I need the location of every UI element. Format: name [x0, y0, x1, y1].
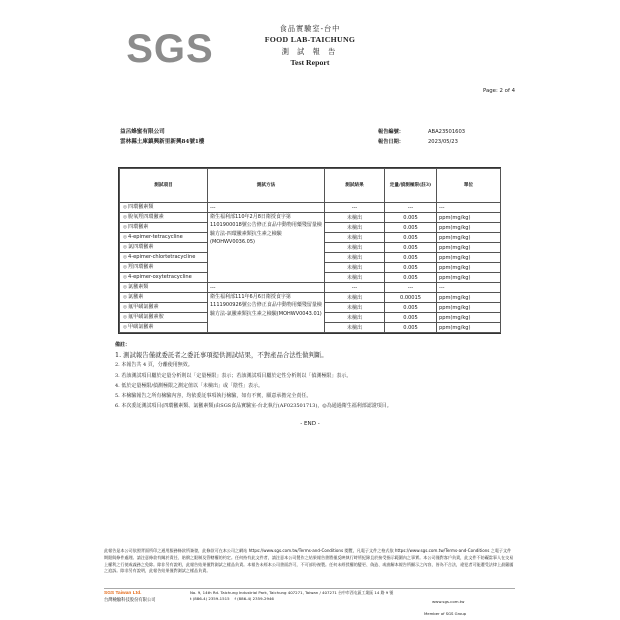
row-item [120, 283, 208, 293]
row-unit: ppm(mg/kg) [437, 293, 501, 303]
table-row [120, 283, 501, 293]
row-item-label: 氯黴素類 [128, 284, 149, 290]
row-limit: 0.005 [385, 243, 437, 253]
table-row [120, 293, 501, 303]
note-4: 4. 低於定量極限/偵測極限之測定值以「未檢出」或「陰性」表示。 [115, 382, 264, 389]
accredited-mark-icon: ◎ [123, 265, 127, 270]
row-result: 未檢出 [325, 313, 385, 323]
notes-section [115, 340, 505, 411]
row-item-label: 氟甲磺氯黴素胺 [128, 314, 164, 320]
results-table [118, 167, 501, 334]
row-result: 未檢出 [325, 263, 385, 273]
row-limit: 0.005 [385, 313, 437, 323]
row-unit: ppm(mg/kg) [437, 253, 501, 263]
client-name: 益呂蜂蜜有限公司 [120, 129, 165, 135]
row-item-label: 四環黴素 [128, 224, 149, 230]
report-date: 2023/05/23 [428, 139, 458, 145]
sgs-logo [122, 24, 218, 72]
accredited-mark-icon: ◎ [123, 205, 127, 210]
row-item-label: 4-epimer-chlortetracycline [128, 254, 196, 260]
row-limit: 0.005 [385, 323, 437, 333]
company-name-en: SGS Taiwan Ltd. [104, 591, 142, 596]
row-item-label: 4-epimer-tetracycline [128, 234, 183, 240]
report-no: ABA23501603 [428, 129, 466, 135]
row-item-label: 氯黴素 [128, 294, 144, 300]
row-limit: 0.005 [385, 263, 437, 273]
row-unit: ppm(mg/kg) [437, 233, 501, 243]
row-item-label: 甲磺氯黴素 [128, 324, 154, 330]
row-result: --- [325, 283, 385, 293]
note-5: 5. 本檢驗報告之所有檢驗內容，均依委託事項執行檢驗，如有不實，願意承擔完全責任。 [115, 393, 312, 400]
row-item [120, 273, 208, 283]
end-marker: - END - [300, 421, 320, 427]
row-limit: 0.005 [385, 273, 437, 283]
accredited-mark-icon: ◎ [123, 305, 127, 310]
lab-name-en: FOOD LAB-TAICHUNG [264, 35, 356, 44]
row-item [120, 303, 208, 313]
row-item-label: 氟甲磺氯黴素 [128, 304, 159, 310]
row-item [120, 263, 208, 273]
row-result: 未檢出 [325, 253, 385, 263]
header-item: 測試項目 [120, 169, 208, 203]
report-no-label: 報告編號： [378, 129, 404, 135]
row-result: 未檢出 [325, 213, 385, 223]
row-unit: ppm(mg/kg) [437, 223, 501, 233]
row-item [120, 293, 208, 303]
row-result: 未檢出 [325, 323, 385, 333]
accredited-mark-icon: ◎ [123, 225, 127, 230]
row-method: --- [208, 283, 325, 293]
row-item [120, 203, 208, 213]
client-block [120, 127, 204, 147]
header-method: 測試方法 [208, 169, 325, 203]
row-unit: ppm(mg/kg) [437, 273, 501, 283]
row-unit: --- [437, 203, 501, 213]
row-unit: --- [437, 283, 501, 293]
row-unit: ppm(mg/kg) [437, 213, 501, 223]
header-result: 測試結果 [325, 169, 385, 203]
row-result: 未檢出 [325, 273, 385, 283]
row-limit: --- [385, 283, 437, 293]
footer-disclaimer: 此報告是本公司依照背面所印之通用服務條款所簽發，此條款可在本公司之網站 https://www.sgs.com.tw/Terms-and-Conditions 閱覽，凡電子文件之格式依 https://www.sgs.com.tw/Terms-and-Conditions 之電子文件期限與條件處理。請注意條款有關於責任、賠償之限制及管轄權的約定。任何持有此文件者，請注意本公司製作之結果報告書將僅反映執行時所紀錄且於接受指示範圍內之事實。本公司僅對客戶負責，此文件不妨礙當事人在交易上權利之行使或義務之免除。除非另有說明，此報告結果僅對測試之樣品負責。本報告未經本公司書面許可，不可部份複製。任何未經授權的變更、偽造、或曲解本報告所顯示之內容，皆為不合法，違犯者可能遭受法律上最嚴厲之追訴。除非另有說明，此報告結果僅對測試之樣品負責。 [104, 548, 514, 574]
table-row [120, 213, 501, 223]
accredited-mark-icon: ◎ [123, 285, 127, 290]
accredited-mark-icon: ◎ [123, 255, 127, 260]
row-limit: 0.005 [385, 303, 437, 313]
footer-contact [190, 590, 460, 602]
report-title-cn: 測 試 報 告 [281, 47, 339, 56]
client-address: 雲林縣土庫鎮興新里新興84號1樓 [120, 139, 205, 145]
method-description: 衛生福利部110年2月8日衛授食字第1101900018號公告修正食品中動物用藥殘留量檢驗方法-四環黴素類抗生素之檢驗(MOHWV0036.05) [208, 213, 325, 283]
row-result: --- [325, 203, 385, 213]
row-item [120, 233, 208, 243]
company-name-cn: 台灣檢驗科技股份有限公司 [104, 598, 156, 603]
row-result: 未檢出 [325, 233, 385, 243]
row-limit: 0.005 [385, 253, 437, 263]
report-title-en: Test Report [290, 58, 330, 67]
note-2: 2. 本報告共 4 頁，分離使用無效。 [115, 362, 193, 369]
row-item-label: 四環黴素類 [128, 204, 154, 210]
row-item-label: 4-epimer-oxytetracycline [128, 274, 192, 280]
lab-name-cn: 食品實驗室-台中 [279, 24, 341, 33]
sgs-group-note: Member of SGS Group [424, 611, 467, 616]
report-date-label: 報告日期： [378, 139, 404, 145]
row-limit: 0.005 [385, 223, 437, 233]
row-result: 未檢出 [325, 293, 385, 303]
row-item [120, 213, 208, 223]
accredited-mark-icon: ◎ [123, 275, 127, 280]
accredited-mark-icon: ◎ [123, 235, 127, 240]
row-item [120, 243, 208, 253]
row-result: 未檢出 [325, 243, 385, 253]
company-website[interactable]: www.sgs.com.tw [432, 599, 465, 604]
method-description: 衛生福利部111年6月6日衛授食字第1111900926號公告修正食品中動物用藥殘留量檢驗方法-氯黴素類抗生素之檢驗(MOHWV0043.01) [208, 293, 325, 333]
company-address: No. 9, 14th Rd. Taichung Industrial Park, Taichung 407271, Taiwan / 407271 台中市西屯區工業區 14 路 9 號 [190, 590, 394, 595]
row-unit: ppm(mg/kg) [437, 303, 501, 313]
row-limit: 0.00015 [385, 293, 437, 303]
row-limit: 0.005 [385, 213, 437, 223]
accredited-mark-icon: ◎ [123, 295, 127, 300]
note-1: 1. 測試報告僅就委託者之委託事項提供測試結果，不對產品合法性做判斷。 [115, 351, 328, 360]
table-row [120, 203, 501, 213]
row-limit: --- [385, 203, 437, 213]
row-item-label: 羥四環黴素 [128, 264, 154, 270]
row-unit: ppm(mg/kg) [437, 243, 501, 253]
row-limit: 0.005 [385, 233, 437, 243]
row-item [120, 223, 208, 233]
note-6: 6. 本次委託測試項目(四環黴素類、氯黴素類)由SGS食品實驗室-台北執行(AF023501713)，◎為通過衛生福利部認證項目。 [115, 403, 392, 410]
row-unit: ppm(mg/kg) [437, 313, 501, 323]
row-item [120, 323, 208, 333]
row-result: 未檢出 [325, 303, 385, 313]
table-header-row [120, 169, 501, 203]
row-unit: ppm(mg/kg) [437, 323, 501, 333]
accredited-mark-icon: ◎ [123, 215, 127, 220]
accredited-mark-icon: ◎ [123, 315, 127, 320]
company-fax: f (886-4) 2359-2946 [234, 596, 274, 602]
svg-text:SGS: SGS [126, 27, 214, 71]
row-item-label: 氯四環黴素 [128, 244, 154, 250]
row-method: --- [208, 203, 325, 213]
row-item [120, 253, 208, 263]
footer-company [104, 590, 194, 604]
row-item [120, 313, 208, 323]
row-item-label: 脫氧羥四環黴素 [128, 214, 164, 220]
row-result: 未檢出 [325, 223, 385, 233]
header-unit: 單位 [437, 169, 501, 203]
header-limit: 定量/偵測極限(註3) [385, 169, 437, 203]
accredited-mark-icon: ◎ [123, 245, 127, 250]
report-meta [378, 127, 465, 147]
page-number: Page: 2 of 4 [482, 88, 515, 94]
notes-title: 備註： [115, 342, 131, 348]
accredited-mark-icon: ◎ [123, 325, 127, 330]
row-unit: ppm(mg/kg) [437, 263, 501, 273]
footer-divider [104, 588, 515, 589]
note-3: 3. 若該測試項目屬於定量分析則以「定量極限」表示；若該測試項目屬於定性分析則以「偵測極限」表示。 [115, 372, 352, 379]
company-phone: t (886-4) 2359-1515 [190, 596, 230, 602]
